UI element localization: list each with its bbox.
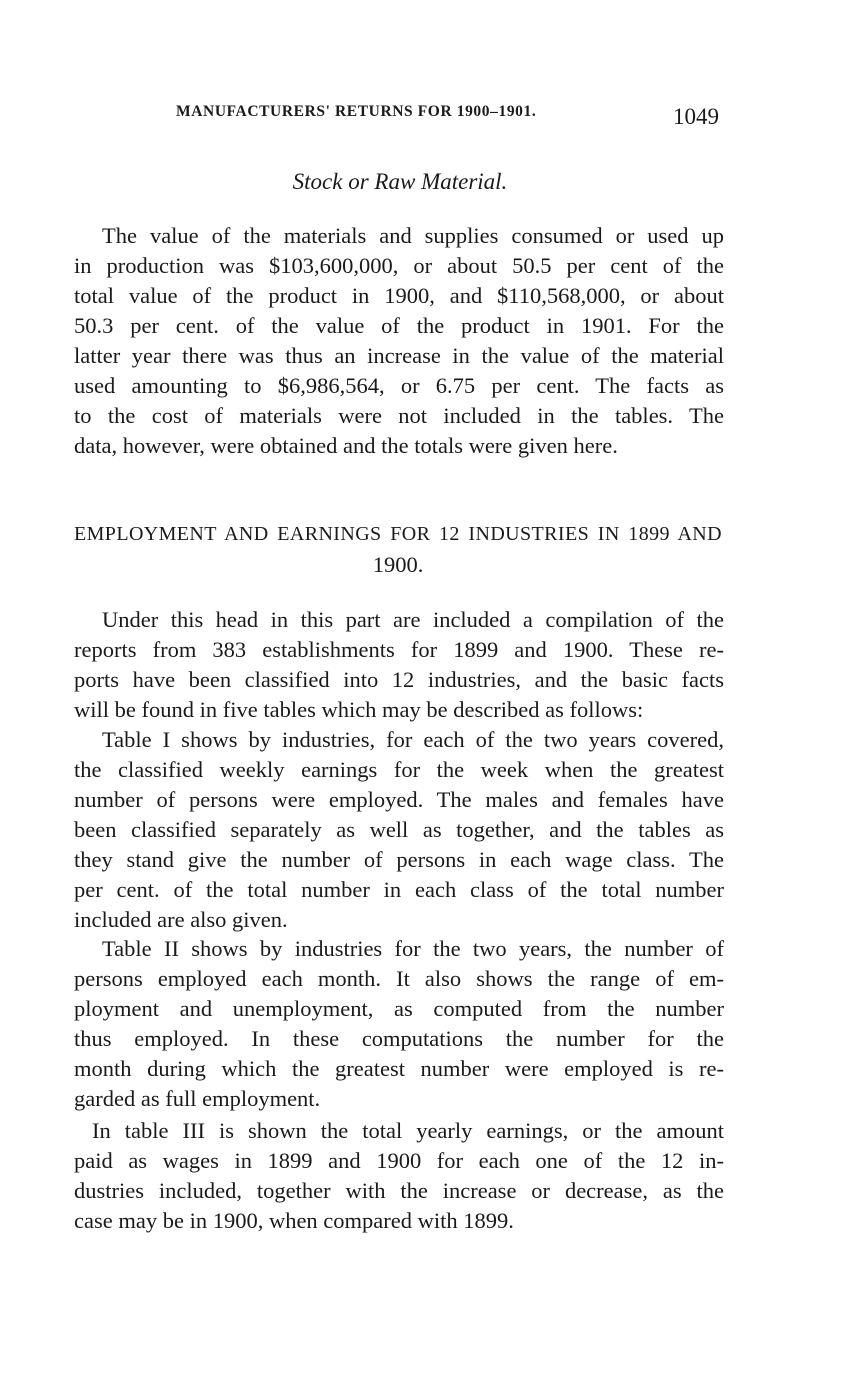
text-line: In table III is shown the total yearly earnings, or the amount — [92, 1118, 724, 1143]
text-line: paid as wages in 1899 and 1900 for each one of the 12 in- — [74, 1148, 724, 1173]
page-number: 1049 — [673, 104, 719, 129]
text-line: reports from 383 establishments for 1899 and 1900. These re- — [74, 637, 724, 662]
text-line: ployment and unemployment, as computed from the number — [74, 996, 724, 1021]
section-heading-employment — [74, 519, 722, 581]
text-line: case may be in 1900, when compared with 1899. — [74, 1208, 514, 1233]
text-line: thus employed. In these computations the number for the — [74, 1026, 724, 1051]
text-line: Under this head in this part are included a compilation of the — [102, 607, 724, 632]
text-line: month during which the greatest number were employed is re- — [74, 1056, 724, 1081]
text-line: in production was $103,600,000, or about 50.5 per cent of the — [74, 253, 724, 278]
text-line: dustries included, together with the increase or decrease, as the — [74, 1178, 724, 1203]
text-line: been classified separately as well as together, and the tables as — [74, 817, 724, 842]
text-line: total value of the product in 1900, and $110,568,000, or about — [74, 283, 724, 308]
paragraph-table-three — [74, 1116, 724, 1236]
paragraph-stock-raw-material — [74, 221, 724, 461]
text-line: used amounting to $6,986,564, or 6.75 per cent. The facts as — [74, 373, 724, 398]
heading-line: EMPLOYMENT AND EARNINGS FOR 12 INDUSTRIES IN 1899 AND — [74, 523, 722, 545]
text-line: Table II shows by industries for the two years, the number of — [102, 936, 724, 961]
section-title: Stock or Raw Material. — [292, 169, 508, 194]
running-head: MANUFACTURERS' RETURNS FOR 1900–1901. — [176, 103, 537, 120]
text-line: per cent. of the total number in each class of the total number — [74, 877, 724, 902]
text-line: Table I shows by industries, for each of the two years covered, — [102, 727, 724, 752]
text-line: garded as full employment. — [74, 1086, 321, 1111]
text-line: the classified weekly earnings for the week when the greatest — [74, 757, 724, 782]
paragraph-table-two — [74, 934, 724, 1114]
text-line: they stand give the number of persons in each wage class. The — [74, 847, 724, 872]
text-line: The value of the materials and supplies consumed or used up — [102, 223, 724, 248]
text-line: ports have been classified into 12 industries, and the basic facts — [74, 667, 724, 692]
heading-line: 1900. — [372, 552, 424, 577]
text-line: number of persons were employed. The males and females have — [74, 787, 724, 812]
text-line: to the cost of materials were not included in the tables. The — [74, 403, 724, 428]
text-line: persons employed each month. It also shows the range of em- — [74, 966, 724, 991]
text-line: 50.3 per cent. of the value of the product in 1901. For the — [74, 313, 724, 338]
text-line: latter year there was thus an increase in the value of the material — [74, 343, 724, 368]
text-line: included are also given. — [74, 907, 288, 932]
text-line: data, however, were obtained and the totals were given here. — [74, 433, 618, 458]
text-line: will be found in five tables which may be described as follows: — [74, 697, 644, 722]
paragraph-table-one — [74, 725, 724, 935]
paragraph-compilation — [74, 605, 724, 725]
